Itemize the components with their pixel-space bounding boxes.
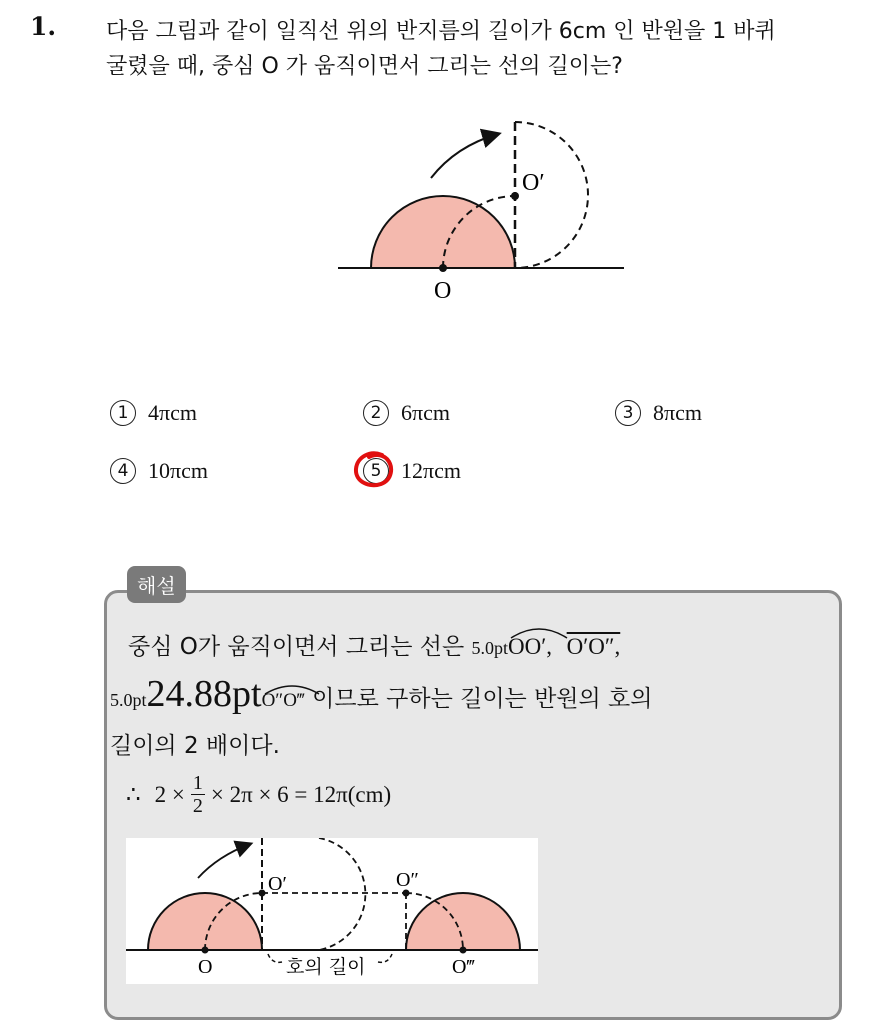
choice-text: 8πcm — [653, 400, 702, 425]
choice-1[interactable] — [110, 400, 197, 426]
solution-formula — [126, 772, 391, 817]
formula-part-a: 2 × — [154, 781, 185, 807]
point-o-triple-prime — [460, 947, 467, 954]
label-o-double-prime: O″ — [396, 869, 419, 891]
moved-center-point — [511, 192, 519, 200]
formula-fraction — [191, 772, 205, 817]
arc-oo-prime — [508, 634, 552, 659]
segment-o-prime-o-double-prime: O′O″, — [566, 634, 621, 659]
fraction-denominator: 2 — [192, 795, 203, 817]
choice-number: 3 — [615, 400, 641, 426]
solution-line1-text: 중심 O가 움직이면서 그리는 선은 — [128, 634, 465, 660]
semicircle-shape — [371, 196, 515, 268]
solution-line1 — [128, 628, 620, 661]
solution-line3: 길이의 2 배이다. — [110, 733, 280, 759]
point-o — [202, 947, 209, 954]
answer-mark-icon — [352, 449, 398, 489]
solution-line1-pt: 5.0pt — [471, 638, 509, 658]
solution-tag: 해설 — [127, 566, 186, 603]
center-point — [439, 264, 447, 272]
point-o-prime — [259, 890, 266, 897]
arc-oo-prime-text: OO′, — [508, 634, 553, 659]
solution-line2-text: 이므로 구하는 길이는 반원의 호의 — [304, 686, 653, 712]
choice-text: 6πcm — [401, 400, 450, 425]
semicircle-rolling-figure — [336, 118, 636, 308]
question-text-line2: 굴렸을 때, 중심 O 가 움직이면서 그리는 선의 길이는? — [106, 54, 623, 79]
solution-figure — [126, 838, 538, 984]
arrow-curve — [198, 844, 250, 878]
label-o: O — [198, 956, 213, 978]
semicircle-left — [148, 893, 262, 950]
label-o-triple-prime: O‴ — [452, 956, 475, 978]
choice-text: 10πcm — [148, 458, 208, 483]
choice-text: 4πcm — [148, 400, 197, 425]
choice-number: 5 — [363, 458, 389, 484]
label-o: O — [434, 278, 452, 304]
dashed-rolled-semicircle — [319, 838, 365, 950]
arc-o2-o3 — [262, 690, 305, 711]
question-text — [106, 14, 866, 84]
therefore-symbol: ∴ — [126, 781, 141, 807]
formula-part-b: × 2π × 6 = 12π(cm) — [210, 781, 392, 807]
choice-text: 12πcm — [401, 458, 461, 483]
arrow-curve — [431, 134, 498, 178]
choice-number: 1 — [110, 400, 136, 426]
choice-number: 4 — [110, 458, 136, 484]
choice-2[interactable] — [363, 400, 450, 426]
question-number: 1. — [30, 12, 57, 41]
question-text-line1: 다음 그림과 같이 일직선 위의 반지름의 길이가 6cm 인 반원을 1 바퀴 — [106, 19, 776, 44]
choice-4[interactable] — [110, 458, 208, 484]
label-o-prime: O′ — [268, 873, 287, 895]
solution-line2 — [110, 672, 652, 716]
fraction-numerator: 1 — [192, 772, 203, 794]
solution-line2-pt: 5.0pt — [110, 690, 147, 710]
choice-number: 2 — [363, 400, 389, 426]
label-arc-length: 호의 길이 — [286, 956, 366, 978]
solution-line2-big: 24.88pt — [146, 673, 262, 715]
label-o-prime: O′ — [522, 170, 545, 196]
arc-o2-o3-text: O″O‴ — [261, 690, 305, 711]
choice-3[interactable] — [615, 400, 702, 426]
